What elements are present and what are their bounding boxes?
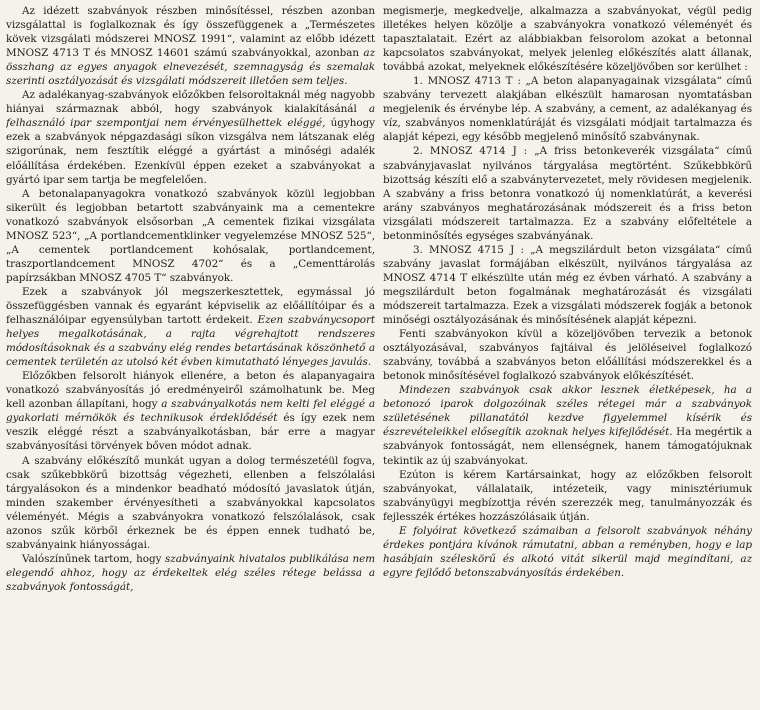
emphasized-text: szabványaink hivatalos publikálása nem elegendő ahhoz, hogy az érdekeltek elég széles rétege belássa a szabványok fontosságát, xyxy=(6,552,375,593)
right-column xyxy=(383,4,752,710)
text-run: Ha megértik a szabványok fontosságát, nem ellenségnek, hanem támogatójuknak tekintik az új szabványokat. xyxy=(383,426,752,467)
emphasized-text: Mindezen szabványok csak akkor lesznek életképesek, ha a betonozó iparok dolgozóinak széles rétegei már a szabványok születésének pillanatától kezdve figyelemmel kísérik és észrevételeikkel elősegítik azoknak helyes kifejlődését. xyxy=(383,384,752,439)
text-run: és így ezek nem veszik eléggé részt a szabványalkotásban, bár erre a magyar szabványosítási törvények bőven módot adnak. xyxy=(6,412,375,453)
emphasized-text: a felhasználó ipar szempontjai nem érvényesülhettek eléggé, xyxy=(6,103,375,130)
text-run: 1. MNOSZ 4713 T : „A beton alapanyagainak vizsgálata“ című szabvány tervezett alakjában elkészült hamarosan nyomtatásban megjelenik és érvénybe lép. A szabvány, a cement, az adalékanyag és víz, szabványos nomenklatúráját és vizsgálati módjait tartalmazza és alapját képezi, egy később megjelenő minősítő szabványnak. xyxy=(383,75,752,144)
paragraph xyxy=(6,552,375,594)
paragraph xyxy=(383,4,752,74)
text-run: 2. MNOSZ 4714 J : „A friss betonkeverék vizsgálata“ című szabványjavaslat nyilvános tárgyalása megtörtént. Szűkebbkörű bizottság készíti elő a szabványtervezetet, mely rövidesen megjelenik. A szabvány a friss betonra vonatkozó új nomenklatúrát, a keverési arány szabványos meghatározásának módszereit és a friss beton vizsgálati módszereit tartalmazza. Ez a szabvány előfeltétele a betonminősítés egységes szabványának. xyxy=(383,145,752,242)
paragraph xyxy=(6,369,375,453)
text-run: Ezúton is kérem Kartársainkat, hogy az előzőkben felsorolt szabványokat, vállalataik, intézeteik, vagy minisztériumuk szabványügyi megbízottja révén szerezzék meg, tanulmányozzák és fejlesszék értékes hozzászólásaik útján. xyxy=(383,468,752,523)
left-column xyxy=(6,4,375,710)
emphasized-text: a szabványalkotás nem kelti fel eléggé a gyakorlati mérnökök és technikusok érdeklődését xyxy=(6,398,375,425)
paragraph xyxy=(383,144,752,242)
text-run: A szabvány előkészítő munkát ugyan a dolog természetéül fogva, csak szűkebbkörű bizottság végezheti, ellenben a felszólalási tárgyalásokon és a mindenkor beadható módosító javaslatok útján, minden szakember érvényesítheti a szabványokkal kapcsolatos véleményét. Mégis a szabványokra vonatkozó felszólalások, csak azonos szűk körből érkeznek be és éppen ennek tudható be, szabványaink hiányosságai. xyxy=(6,454,375,551)
emphasized-text: az összhang az egyes anyagok elnevezését, szemnagyság és szemalak szerinti osztályozását és vizsgálati módszereit illetően sem teljes. xyxy=(6,47,375,88)
text-run: Az adalékanyag-szabványok előzőkben felsoroltaknál még nagyobb hiányai származnak abból, hogy szabványok kialakításánál xyxy=(6,89,375,116)
emphasized-text: E folyóirat következő számaiban a felsorolt szabványok néhány érdekes pontjára kívánok rámutatni, abban a reményben, hogy e lap hasábjain széleskörű és alkotó vitát sikerül majd megindítani, az egyre fejlődő betonszabványosítás érdekében. xyxy=(383,524,752,579)
text-run: Valószínűnek tartom, hogy xyxy=(22,552,165,565)
text-run: úgyhogy ezek a szabványok népgazdasági síkon vizsgálva nem látszanak elég szigorúnak, nem fesztítik eléggé a gyártást a minőségi adalék előállítása érdekében. Ezenkívül éppen ezeket a szabványokat a gyártó ipar sem tartja be megfelelően. xyxy=(6,117,375,186)
paragraph xyxy=(383,524,752,580)
paragraph xyxy=(6,454,375,552)
paragraph xyxy=(6,88,375,186)
text-run: megismerje, megkedvelje, alkalmazza a szabványokat, végül pedig illetékes helyen közölje a szabványokra vonatkozó véleményét és tapasztalatait. Ezért az alábbiakban felsorolom azokat a betonnal kapcsolatos szabványokat, melyek jelenleg előkészítés alatt állanak, továbbá azokat, melyeknek előkészítésére közeljövőben sor kerülhet : xyxy=(383,5,752,74)
paragraph xyxy=(383,327,752,383)
emphasized-text: Ezen szabványcsoport helyes megalkotásának, a rajta végrehajtott rendszeres módosításoknak és a szabvány elég rendes betartásának köszönhető a cementek területén az utolsó két évben kimutatható lényeges javulás. xyxy=(6,314,375,369)
paragraph xyxy=(383,243,752,327)
text-run: Az idézett szabványok részben minősítéssel, részben azonban vizsgálattal is foglalkoznak és így összefüggenek a „Természetes kövek vizsgálati módszerei MNOSZ 1991“, valamint az előbb idézett MNOSZ 4713 T és MNOSZ 14601 számú szabványokkal, azonban xyxy=(6,5,375,60)
text-run: A betonalapanyagokra vonatkozó szabványok közül legjobban sikerült és legjobban betartott szabványaink ma a cementekre vonatkozó szabványok elsősorban „A cementek fizikai vizsgálata MNOSZ 523“, „A portlandcementklinker vegyelemzése MNOSZ 525“, „A cementek portlandcement kohósalak, portlandcement, traszportlandcement MNOSZ 4702“ és a „Cementtárolás papírzsákban MNOSZ 4705 T“ szabványok. xyxy=(6,187,375,284)
text-run: 3. MNOSZ 4715 J : „A megszilárdult beton vizsgálata“ című szabvány javaslat formájában elkészült, nyilvános tárgyalása az MNOSZ 4714 T elkészülte után még ez évben várható. A szabvány a megszilárdult beton fogalmának meghatározását és vizsgálati módszereit tartalmazza. Ezek a vizsgálati módszerek fogják a betonok minőségi osztályozásának és minősítésének alapját képezni. xyxy=(383,243,752,327)
paragraph xyxy=(383,468,752,524)
paragraph xyxy=(383,383,752,467)
text-run: Fenti szabványokon kívül a közeljövőben tervezik a betonok osztályozásával, szabványos fajtáival és jelöléseivel foglalkozó szabvány, továbbá a szabványos beton előállítási módszerekkel és a betonok minősítésével foglalkozó szabványok előkészítését. xyxy=(383,328,752,383)
text-run: Ezek a szabványok jól megszerkesztettek, egymással jó összefüggésben vannak és egyaránt képviselik az előállítóipar és a felhasználóipar egyensúlyban tartott érdekeit. xyxy=(6,285,375,327)
paragraph xyxy=(6,4,375,88)
paragraph xyxy=(6,187,375,285)
text-run: Előzőkben felsorolt hiányok ellenére, a beton és alapanyagaira vonatkozó szabványosítás jó eredményeiről számolhatunk be. Meg kell azonban állapítani, hogy xyxy=(6,370,375,411)
paragraph xyxy=(383,74,752,144)
paragraph xyxy=(6,285,375,369)
